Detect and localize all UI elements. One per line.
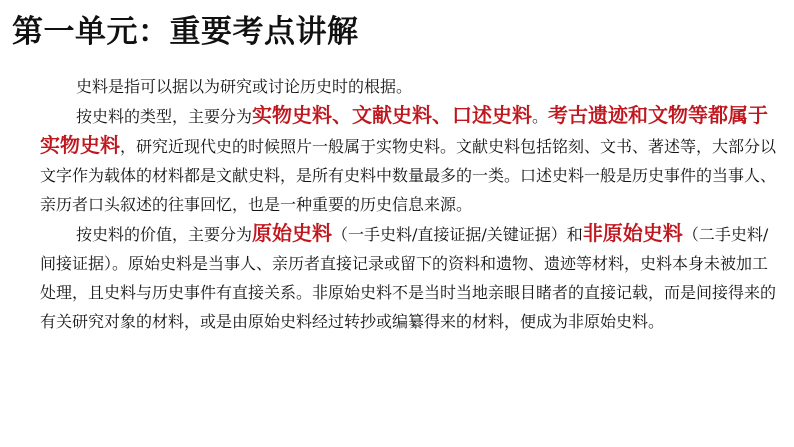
highlight-text: 原始史料: [252, 221, 333, 245]
paragraph-types: [40, 101, 780, 219]
text-run: （一手史料/直接证据/关键证据）和: [332, 225, 583, 244]
text-run: 。: [532, 107, 549, 126]
page-title: 第一单元：重要考点讲解: [12, 14, 359, 50]
text-run: 按史料的类型，主要分为: [76, 107, 253, 126]
text-run: 史料是指可以据以为研究或讨论历史时的根据。: [76, 77, 413, 96]
highlight-text: 实物史料、文献史料、口述史料: [252, 103, 533, 127]
text-run: （二手史料/间接证据）。原始史料是当事人、亲历者直接记录或留下的资料和遗物、遗迹等材料，史料本身未被加工处理，且史料与历史事件有直接关系。非原始史料不是当时当地亲眼目睹者的直接记载，而是间接得来的有关研究对象的材料，或是由原始史料经过转抄或编纂得来的材料，便成为非原始史料。: [40, 225, 777, 331]
highlight-text: 考古遗迹和文物等都属于实物史料: [40, 103, 769, 157]
body-text: [40, 72, 780, 336]
highlight-text: 非原始史料: [582, 221, 683, 245]
paragraph-value: [40, 219, 780, 336]
text-run: ，研究近现代史的时候照片一般属于实物史料。文献史料包括铭刻、文书、著述等，大部分以文字作为载体的材料都是文献史料，是所有史料中数量最多的一类。口述史料一般是历史事件的当事人、亲历者口头叙述的往事回忆，也是一种重要的历史信息来源。: [40, 137, 777, 214]
paragraph-definition: [40, 72, 780, 101]
text-run: 按史料的价值，主要分为: [76, 225, 253, 244]
